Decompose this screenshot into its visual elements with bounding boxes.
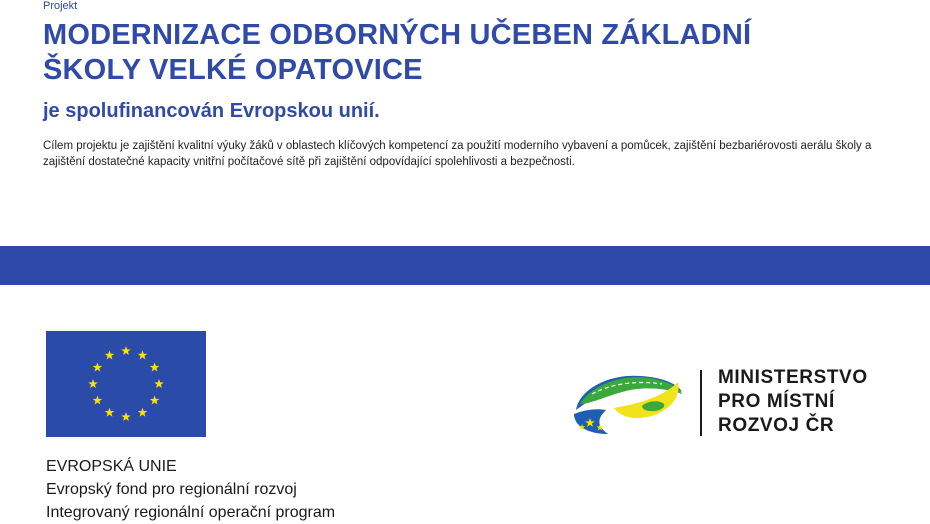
eu-line-fund: Evropský fond pro regionální rozvoj — [46, 481, 297, 498]
eu-flag-icon — [46, 331, 206, 437]
ministry-line-3: ROZVOJ ČR — [718, 415, 835, 436]
mmr-logo-divider — [700, 370, 702, 436]
project-label: Projekt — [43, 0, 78, 12]
eu-text-block — [46, 455, 335, 524]
ministry-text-block — [718, 366, 868, 438]
ministry-line-1: MINISTERSTVO — [718, 367, 868, 388]
eu-line-program: Integrovaný regionální operační program — [46, 504, 336, 521]
blue-divider-band — [0, 246, 930, 285]
project-title-line-1: MODERNIZACE ODBORNÝCH UČEBEN ZÁKLADNÍ — [43, 19, 752, 51]
cofinancing-subtitle: je spolufinancován Evropskou unií. — [43, 100, 380, 122]
project-title-line-2: ŠKOLY VELKÉ OPATOVICE — [43, 54, 423, 86]
project-description: Cílem projektu je zajištění kvalitní výuky žáků v oblastech klíčových kompetencí za použití moderního vybavení a pomůcek, zajištění bezbariérovosti aerálu školy a zajištění dostatečné kapacity vnitřní počítačové sítě při zajištění odpovídající spolehlivosti a bezpečnosti. — [43, 140, 872, 168]
ministry-line-2: PRO MÍSTNÍ — [718, 391, 835, 412]
mmr-logo-icon — [570, 364, 690, 440]
eu-line-union: EVROPSKÁ UNIE — [46, 458, 177, 475]
project-title — [43, 18, 903, 88]
